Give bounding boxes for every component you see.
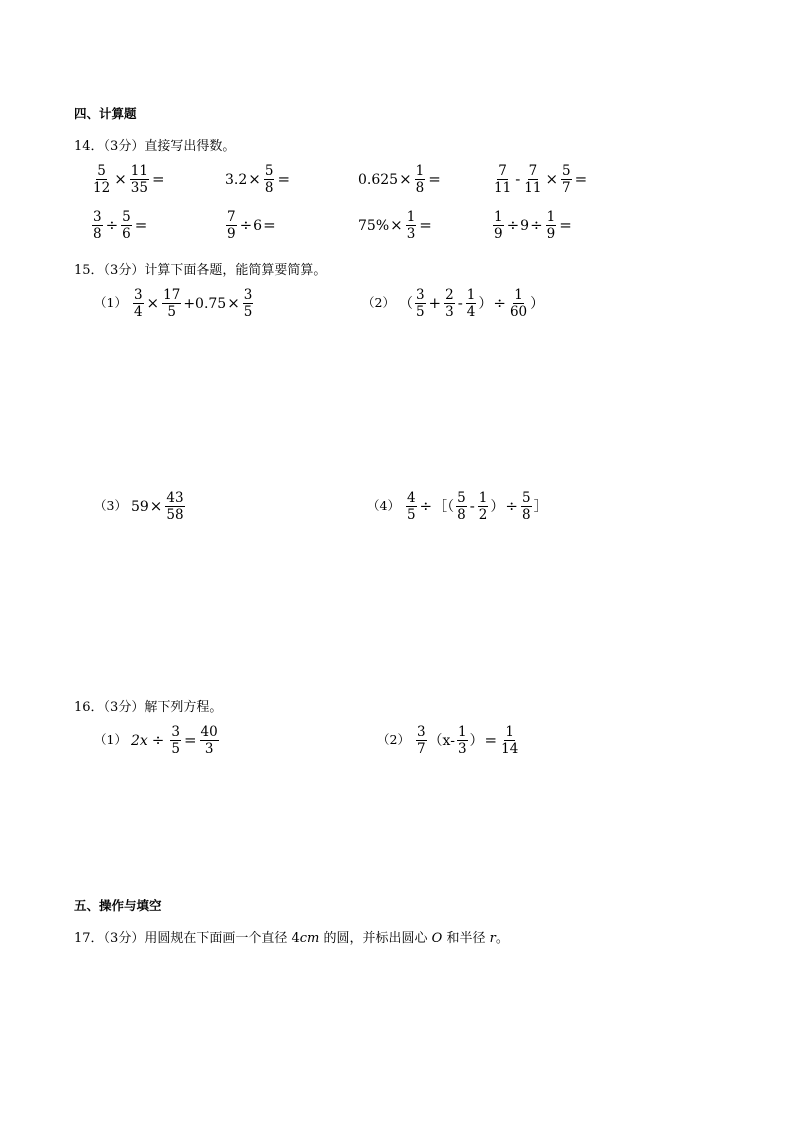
problem-label: （2）: [362, 295, 395, 311]
problem-label: （4）: [367, 498, 400, 514]
stem-text: 17．（3分）用圆规在下面画一个直径: [74, 931, 288, 946]
fraction: $\frac{3}{8}$: [93, 209, 102, 242]
number: 0.625: [358, 171, 399, 188]
operator: ÷: [239, 216, 253, 234]
operator: ÷: [505, 497, 518, 515]
number: 59: [130, 498, 149, 515]
number: 4: [291, 931, 300, 946]
operator: -: [515, 170, 521, 188]
stem-text: 和半径: [446, 931, 486, 946]
fraction: $\frac{3}{7}$: [416, 724, 426, 757]
problem-label: （3）: [94, 498, 127, 514]
fraction: $\frac{4}{5}$: [406, 490, 416, 523]
fraction: $\frac{5}{12}$: [93, 163, 111, 196]
q16-equation-1: [94, 724, 221, 757]
fraction: $\frac{3}{5}$: [171, 724, 180, 757]
operator: ÷: [493, 294, 506, 312]
unit: cm: [299, 931, 320, 946]
fraction: $\frac{17}{5}$: [163, 287, 181, 320]
problem-label: （2）: [377, 732, 410, 748]
fraction: $\frac{1}{9}$: [546, 209, 556, 242]
operator: ×: [227, 294, 240, 312]
q15-problem-3: [94, 490, 187, 523]
number: 9: [520, 217, 530, 234]
number: 75%: [358, 217, 390, 234]
radius-symbol: r: [489, 931, 496, 946]
stem-text: 的圆，并标出圆心: [323, 931, 428, 946]
q14-item-5: [90, 209, 148, 242]
operator: ÷: [506, 216, 520, 234]
operator: ×: [149, 497, 163, 515]
operator: +: [428, 294, 442, 312]
number: 6: [253, 217, 263, 234]
q14-item-1: [90, 163, 166, 196]
operator: ×: [390, 216, 403, 234]
q14-item-3: [358, 163, 442, 196]
equals-sign: =: [134, 216, 148, 234]
operator: -: [457, 294, 463, 312]
operator: ÷: [105, 216, 119, 234]
operator: ×: [399, 170, 412, 188]
fraction: $\frac{3}{4}$: [133, 287, 143, 320]
fraction: $\frac{5}{7}$: [562, 163, 571, 196]
fraction: $\frac{1}{9}$: [494, 209, 503, 242]
problem-label: （1）: [94, 295, 127, 311]
fraction: $\frac{1}{60}$: [509, 287, 528, 320]
section-title: 四、计算题: [74, 106, 137, 121]
q16-equation-2: [377, 724, 521, 757]
fraction: $\frac{7}{9}$: [227, 209, 236, 242]
bracket: ）: [478, 295, 493, 312]
fraction: $\frac{40}{3}$: [200, 724, 218, 757]
question-14-stem: 14．（3分）直接写出得数。: [74, 139, 236, 154]
fraction: $\frac{43}{58}$: [166, 490, 184, 523]
fraction: $\frac{3}{5}$: [243, 287, 253, 320]
equals-sign: =: [484, 731, 498, 749]
equals-sign: =: [263, 216, 276, 234]
equals-sign: =: [183, 731, 197, 749]
center-symbol: O: [431, 931, 443, 946]
operator: ÷: [530, 216, 543, 234]
operator: -: [469, 497, 475, 515]
q15-problem-4: [367, 490, 548, 523]
fraction: $\frac{1}{4}$: [466, 287, 476, 320]
fraction: $\frac{5}{8}$: [264, 163, 274, 196]
fraction: $\frac{5}{6}$: [122, 209, 131, 242]
number: 3.2: [225, 171, 248, 188]
equals-sign: =: [277, 170, 291, 188]
fraction: $\frac{1}{3}$: [457, 724, 467, 757]
q15-problem-2: [362, 287, 544, 320]
operator: ×: [248, 170, 261, 188]
bracket: （: [398, 295, 413, 312]
fraction: $\frac{1}{3}$: [406, 209, 416, 242]
equals-sign: =: [419, 216, 432, 234]
bracket: ）: [530, 295, 545, 312]
equals-sign: =: [574, 170, 588, 188]
q14-item-4: [491, 163, 588, 196]
operator: ÷: [151, 731, 165, 749]
q14-item-8: [491, 209, 573, 242]
fraction: $\frac{11}{35}$: [130, 163, 148, 196]
question-16-stem: 16．（3分）解下列方程。: [74, 700, 223, 715]
fraction: $\frac{1}{14}$: [501, 724, 519, 757]
q14-item-2: [225, 163, 291, 196]
equals-sign: =: [151, 170, 165, 188]
fraction: $\frac{2}{3}$: [445, 287, 454, 320]
fraction: $\frac{7}{11}$: [494, 163, 512, 196]
fraction: $\frac{5}{8}$: [457, 490, 466, 523]
bracket: ［（: [433, 498, 455, 515]
operator: ×: [114, 170, 127, 188]
question-17-stem: [74, 927, 509, 946]
stem-text: 。: [495, 931, 509, 946]
q14-item-7: [358, 209, 433, 242]
bracket: ）: [469, 732, 484, 749]
fraction: $\frac{1}{2}$: [478, 490, 488, 523]
q15-problem-1: [94, 287, 255, 320]
question-15-stem: 15．（3分）计算下面各题，能简算要简算。: [74, 263, 327, 278]
fraction: $\frac{5}{8}$: [521, 490, 531, 523]
operator: ÷: [419, 497, 433, 515]
fraction: $\frac{7}{11}$: [524, 163, 542, 196]
fraction: $\frac{1}{8}$: [415, 163, 425, 196]
equals-sign: =: [428, 170, 441, 188]
number: +0.75: [183, 295, 227, 312]
bracket: （x-: [428, 732, 455, 749]
bracket: ］: [533, 498, 548, 515]
equals-sign: =: [559, 216, 572, 234]
operator: ×: [146, 294, 160, 312]
q14-item-6: [224, 209, 277, 242]
variable-term: 2x: [130, 732, 148, 749]
operator: ×: [545, 170, 559, 188]
section-title: 五、操作与填空: [74, 898, 162, 913]
fraction: $\frac{3}{5}$: [415, 287, 425, 320]
problem-label: （1）: [94, 732, 127, 748]
bracket: ）: [490, 498, 505, 515]
